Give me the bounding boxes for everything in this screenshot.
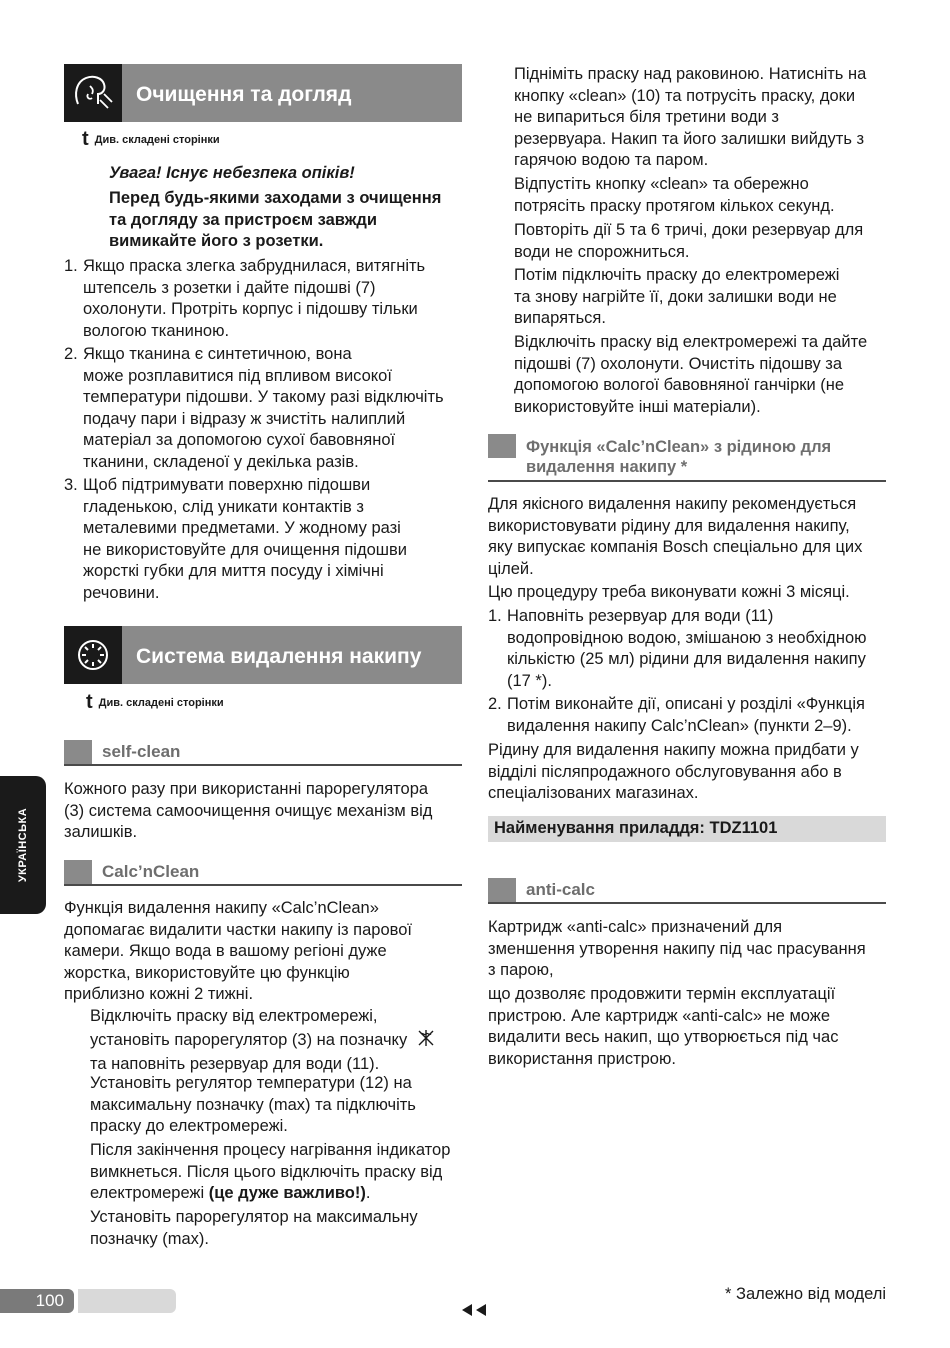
text-line: резервуара. Накип та його залишки вийдуть з xyxy=(514,129,865,148)
text-line: металевими предметами. У жодному разі xyxy=(83,519,401,537)
text-line: не випариться біля третини води з xyxy=(514,108,779,126)
subsection-marker xyxy=(488,878,516,902)
calcnclean-step-cont xyxy=(514,332,867,418)
steam-symbol-icon xyxy=(416,1028,436,1055)
text-line: може розплавитися під впливом високої xyxy=(83,366,392,385)
text-line: не використовуйте для очищення підошви xyxy=(83,540,407,559)
text-line: максимальну позначку (max) та підключіть xyxy=(90,1095,416,1114)
subsection-marker xyxy=(488,434,516,458)
text-line: що дозволяє продовжити термін експлуатації xyxy=(488,985,836,1003)
subsection-title: self-clean xyxy=(102,742,181,761)
text-line: Щоб підтримувати поверхню підошви xyxy=(83,476,371,494)
text-line: Після закінчення процесу нагрівання індикатор xyxy=(90,1141,451,1159)
text-line: вимкнеться. Після цього відключіть праску від xyxy=(90,1162,443,1181)
cleaning-step-2 xyxy=(64,344,444,473)
subsection-header-calcnclean xyxy=(64,860,462,886)
text-line: Якщо тканина є синтетичною, вона xyxy=(83,345,352,363)
text-line: потрясіть праску протягом кількох секунд. xyxy=(514,196,835,215)
text-line: Потім підключіть праску до електромережі xyxy=(514,266,840,284)
text-line: Установіть регулятор температури (12) на xyxy=(90,1074,412,1092)
text-line: Для якісного видалення накипу рекомендується xyxy=(488,495,857,513)
see-folded-pages-note xyxy=(82,128,220,151)
liquid-frequency: Цю процедуру треба виконувати кожні 3 місяці. xyxy=(488,583,850,601)
text-line: відділі післяпродажного обслуговування або в xyxy=(488,762,842,781)
step-number: 2. xyxy=(488,695,502,713)
text-line: та наповніть резервуар для води (11). xyxy=(90,1055,380,1073)
calcnclean-step xyxy=(90,1073,416,1138)
title-line: видалення накипу * xyxy=(526,458,688,476)
cleaning-step-3 xyxy=(64,475,407,604)
warning-line: та догляду за пристроєм завжди xyxy=(109,210,378,229)
text-line: допомагає видалити частки накипу із парової xyxy=(64,920,412,939)
text-line: водопровідною водою, змішаною з необхідною xyxy=(507,628,867,647)
language-side-tab xyxy=(0,776,46,914)
fold-arrow-icon: t xyxy=(82,128,89,150)
text-line: Функція видалення накипу «Calc’nClean» xyxy=(64,899,379,917)
text-line: праску до електромережі. xyxy=(90,1117,288,1135)
anti-calc-text-2 xyxy=(488,984,838,1070)
subsection-header-self-clean xyxy=(64,740,462,766)
title-span: Функція «Calc’nClean» xyxy=(526,438,710,456)
calcnclean-intro xyxy=(64,898,412,1006)
warning-text xyxy=(109,188,441,253)
text-line: тканини, складеної у декілька разів. xyxy=(83,452,359,471)
calcnclean-step xyxy=(90,1006,436,1076)
text-line: кількістю (25 мл) рідини для видалення накипу xyxy=(507,650,866,668)
text-line: Картридж «anti-calc» призначений для xyxy=(488,918,783,936)
text-span: . xyxy=(365,1184,371,1202)
text-line: подачу пари і відразу ж зчистіть налиплий xyxy=(83,409,406,428)
calcnclean-step xyxy=(90,1207,418,1250)
calcnclean-step-cont xyxy=(514,174,835,217)
text-line: підошві (7) охолонути. Очистіть підошву за xyxy=(514,354,843,373)
accessory-bar xyxy=(488,816,886,842)
step-number: 3. xyxy=(64,476,78,494)
title-line xyxy=(526,437,831,457)
anti-calc-text-1 xyxy=(488,917,866,982)
subsection-title xyxy=(526,437,831,477)
section-header-descaling xyxy=(64,626,462,684)
text-line: приблизно кожні 2 тижні. xyxy=(64,985,254,1003)
text-line: з парою, xyxy=(488,961,554,979)
text-line: Наповніть резервуар для води (11) xyxy=(507,607,774,625)
text-line: яку випускає компанія Bosch спеціально для цих xyxy=(488,538,863,556)
step-number: 2. xyxy=(64,345,78,363)
section-header-cleaning xyxy=(64,64,462,122)
text-line-with-icon xyxy=(90,1028,436,1055)
subsection-marker xyxy=(64,860,92,884)
subsection-title: anti-calc xyxy=(526,880,595,899)
fold-arrow-icon: t xyxy=(86,691,93,713)
cleaning-step-1 xyxy=(64,256,425,342)
text-line: Відключіть праску від електромережі та дайте xyxy=(514,333,868,351)
page-number: 100 xyxy=(35,1291,64,1310)
text-line: спеціалізованих магазинах. xyxy=(488,784,699,802)
see-pages-label: Див. складені сторінки xyxy=(98,697,224,709)
text-line: цілей. xyxy=(488,559,534,578)
see-pages-label: Див. складені сторінки xyxy=(94,134,220,146)
text-line: використовуйте інші матеріали). xyxy=(514,397,761,416)
emphasis-text: (це дуже важливо!) xyxy=(208,1184,366,1202)
cleaning-hand-icon xyxy=(64,64,122,122)
text-line: установіть парорегулятор (3) на позначку xyxy=(90,1030,408,1049)
subsection-title: Calc’nClean xyxy=(102,862,200,881)
subsection-marker xyxy=(64,740,92,764)
warning-title: Увага! Існує небезпека опіків! xyxy=(109,164,355,182)
warning-line: вимикайте його з розетки. xyxy=(109,232,324,250)
text-line: Підніміть праску над раковиною. Натисніть на xyxy=(514,65,867,83)
text-line: температури підошви. У такому разі відключіть xyxy=(83,388,444,406)
liquid-purchase-info xyxy=(488,740,859,805)
warning-line: Перед будь-якими заходами з очищення xyxy=(109,189,442,207)
text-line: використання пристрою. xyxy=(488,1049,676,1068)
liquid-step-2 xyxy=(488,694,865,737)
text-line: жорсткі губки для миття посуду і хімічні xyxy=(83,562,384,580)
text-line: зменшення утворення накипу під час прасування xyxy=(488,939,866,958)
text-line: випаряться. xyxy=(514,309,606,327)
text-line: води не спорожниться. xyxy=(514,242,690,261)
text-line: вологою тканиною. xyxy=(83,321,230,340)
text-span: електромережі xyxy=(90,1184,209,1202)
text-line xyxy=(90,1183,450,1205)
text-line: (3) система самоочищення очищує механізм від xyxy=(64,801,433,820)
text-line: матеріал за допомогою сухої бавовняної xyxy=(83,431,396,449)
text-line: Відпустіть кнопку «clean» та обережно xyxy=(514,175,809,193)
step-number: 1. xyxy=(488,607,502,625)
text-line: охолонути. Протріть корпус і підошву тільки xyxy=(83,300,418,318)
calcnclean-step-cont xyxy=(514,64,866,172)
calcnclean-step-cont xyxy=(514,220,863,263)
descaling-system-icon xyxy=(64,626,122,684)
text-line: використовувати рідину для видалення накипу, xyxy=(488,516,850,535)
text-line: Кожного разу при використанні парорегулятора xyxy=(64,780,429,798)
see-folded-pages-note xyxy=(86,691,224,714)
accessory-name: Найменування приладдя: TDZ1101 xyxy=(494,819,778,837)
text-line: пристрою. Але картридж «anti-calc» не може xyxy=(488,1006,830,1025)
text-line: гладенькою, слід уникати контактів з xyxy=(83,497,364,516)
liquid-step-1 xyxy=(488,606,867,692)
language-label: УКРАЇНСЬКА xyxy=(17,807,29,883)
text-line: Якщо праска злегка забруднилася, витягніть xyxy=(83,257,426,275)
text-line: видалення накипу Calc’nClean» (пункти 2–9). xyxy=(507,716,852,735)
text-line: Рідину для видалення накипу можна придбати у xyxy=(488,741,859,759)
footer-bar xyxy=(78,1289,176,1313)
text-line: Потім виконайте дії, описані у розділі «Функція xyxy=(507,695,865,713)
text-line: (17 *). xyxy=(507,671,552,690)
title-span: з рідиною для xyxy=(709,438,832,456)
subsection-header-liquid xyxy=(488,434,886,482)
text-line: камери. Якщо вода в вашому регіоні дуже xyxy=(64,942,387,960)
step-number: 1. xyxy=(64,257,78,275)
text-line: залишків. xyxy=(64,823,138,841)
calcnclean-step xyxy=(90,1140,450,1205)
section-title: Система видалення накипу xyxy=(136,645,422,668)
text-line: штепсель з розетки і дайте підошві (7) xyxy=(83,278,376,297)
text-line: Повторіть дії 5 та 6 тричі, доки резервуар для xyxy=(514,221,864,239)
liquid-intro xyxy=(488,494,862,580)
text-line: Відключіть праску від електромережі, xyxy=(90,1007,378,1025)
text-line: видалити весь накип, що утворюється під час xyxy=(488,1028,839,1046)
text-line: та знову нагрійте її, доки залишки води не xyxy=(514,287,837,306)
text-line: речовини. xyxy=(83,583,160,602)
text-line: допомогою вологої бавовняної ганчірки (не xyxy=(514,376,845,394)
footnote: * Залежно від моделі xyxy=(724,1285,886,1303)
calcnclean-step-cont xyxy=(514,265,839,330)
self-clean-text xyxy=(64,779,432,844)
page-number-box xyxy=(0,1289,74,1313)
text-line: Установіть парорегулятор на максимальну xyxy=(90,1208,418,1226)
text-line: гарячою водою та паром. xyxy=(514,151,709,169)
section-title: Очищення та догляд xyxy=(136,83,352,106)
text-line: кнопку «clean» (10) та потрусіть праску, доки xyxy=(514,86,856,105)
text-line: позначку (max). xyxy=(90,1229,209,1248)
text-line: жорстка, використовуйте цю функцію xyxy=(64,963,350,982)
double-left-arrow-icon[interactable] xyxy=(460,1302,488,1323)
subsection-header-anti-calc xyxy=(488,878,886,904)
